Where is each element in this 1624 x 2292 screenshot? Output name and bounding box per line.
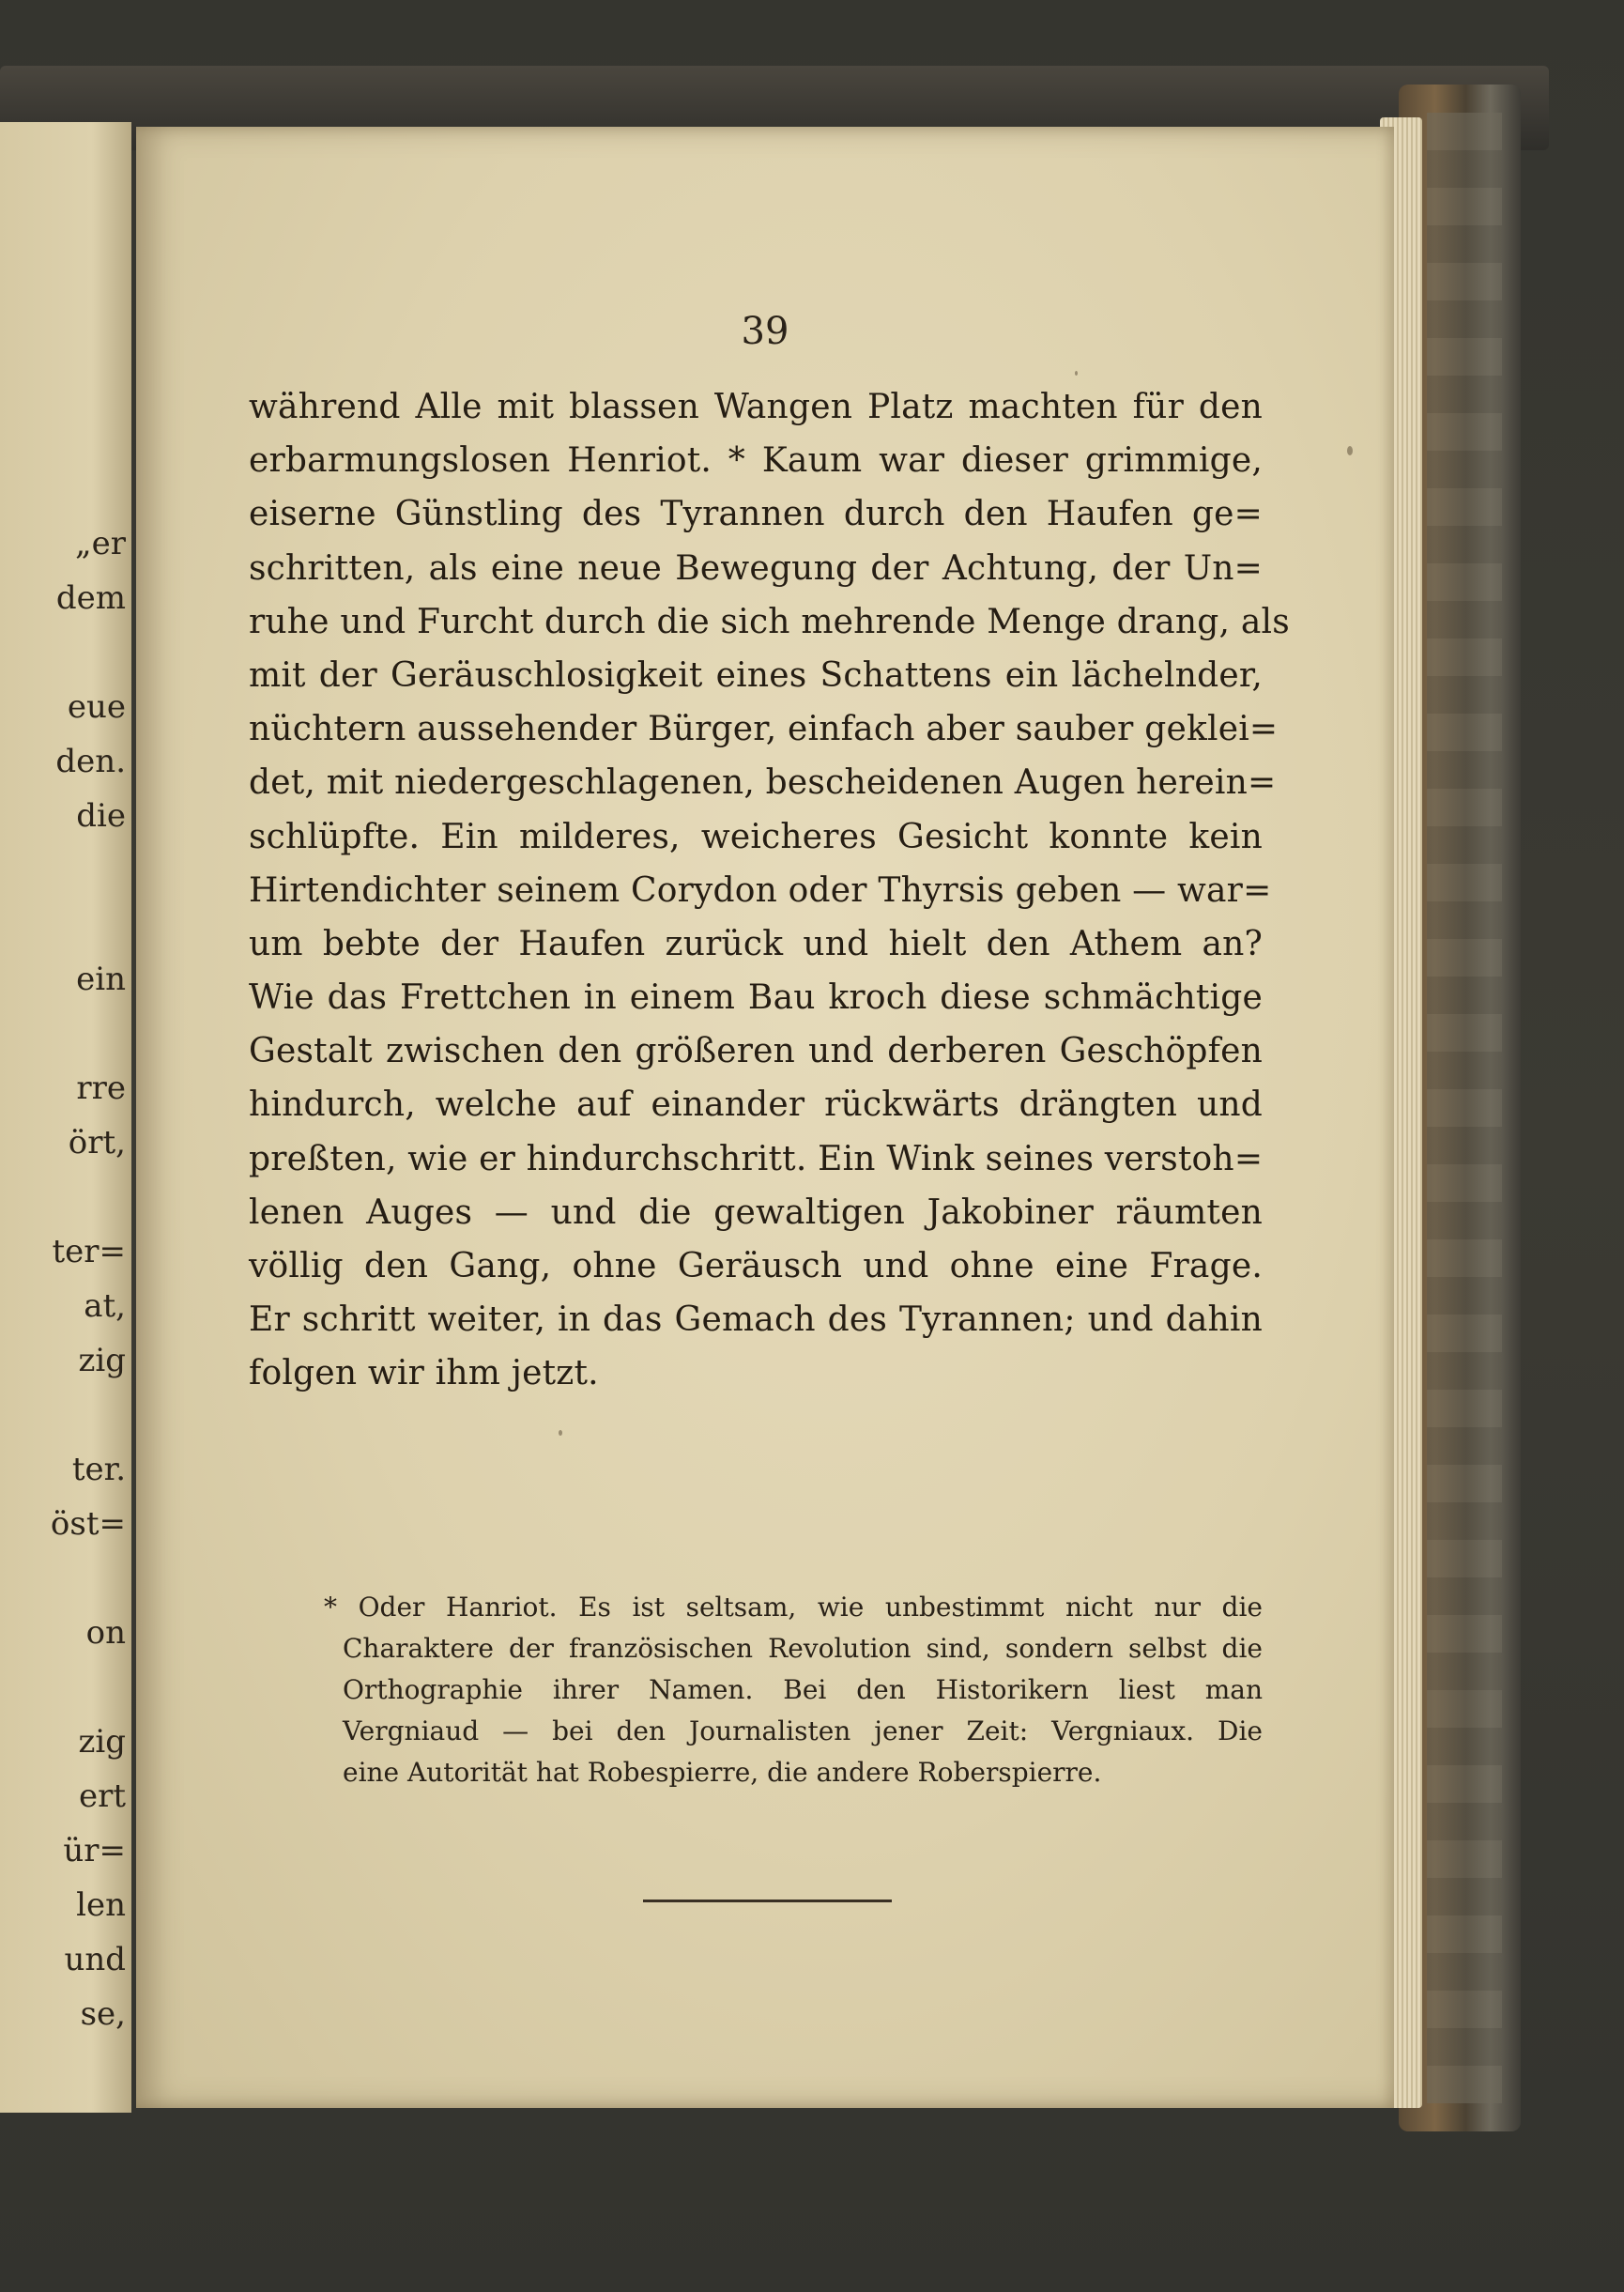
footnote-line: Charaktere der französischen Revolution sind, sondern selbst die	[343, 1633, 1263, 1664]
left-page-fragment: ter=	[52, 1233, 126, 1270]
left-page-fragment: ört,	[68, 1124, 126, 1161]
paper-fleck	[1075, 371, 1078, 376]
right-page	[136, 127, 1394, 2108]
text-line: lenen Auges — und die gewaltigen Jakobiner räumten	[249, 1192, 1263, 1232]
footnote-line: Vergniaud — bei den Journalisten jener Zeit: Vergniaux. Die	[343, 1715, 1263, 1746]
left-page-fragment: zig	[78, 1723, 126, 1761]
text-line: ruhe und Furcht durch die sich mehrende Menge drang, als	[249, 602, 1290, 641]
spine-leather	[1427, 113, 1502, 2103]
text-line: völlig den Gang, ohne Geräusch und ohne eine Frage.	[249, 1247, 1263, 1285]
footnote-line: Orthographie ihrer Namen. Bei den Historikern liest man	[343, 1674, 1263, 1705]
text-line: nüchtern aussehender Bürger, einfach aber sauber geklei=	[249, 710, 1279, 749]
left-page-fragment: die	[76, 797, 126, 835]
text-line: schritten, als eine neue Bewegung der Achtung, der Un=	[249, 548, 1263, 588]
left-page-fragment	[4, 1660, 126, 1715]
left-page	[0, 122, 131, 2113]
left-page-fragment: zig	[78, 1342, 126, 1379]
text-line: Gestalt zwischen den größeren und derberen Geschöpfen	[249, 1032, 1263, 1071]
left-page-fragment: „er	[75, 525, 126, 562]
text-line: eiserne Günstling des Tyrannen durch den Haufen ge=	[249, 495, 1263, 534]
left-page-fragment: ert	[78, 1777, 126, 1815]
paper-fleck	[559, 1430, 562, 1436]
left-page-fragment	[4, 1007, 126, 1061]
left-page-fragment: eue	[67, 688, 126, 726]
footnote	[324, 1587, 1263, 1793]
text-line: folgen wir ihm jetzt.	[249, 1354, 599, 1393]
left-page-fragment: at,	[84, 1287, 126, 1325]
left-page-fragment: dem	[55, 579, 126, 617]
text-line: während Alle mit blassen Wangen Platz machten für den	[249, 388, 1263, 426]
left-page-fragment: und	[64, 1941, 126, 1978]
left-page-fragment	[4, 1170, 126, 1224]
footnote-line: eine Autorität hat Robespierre, die andere Roberspierre.	[343, 1757, 1102, 1788]
left-page-fragment	[4, 898, 126, 952]
left-page-fragment	[4, 625, 126, 680]
page-number: 39	[741, 310, 789, 353]
text-line: mit der Geräuschlosigkeit eines Schattens ein lächelnder,	[249, 655, 1263, 695]
text-line: Er schritt weiter, in das Gemach des Tyrannen; und dahin	[249, 1300, 1263, 1340]
left-page-fragment: len	[76, 1886, 126, 1924]
left-page-fragment	[4, 1551, 126, 1606]
left-page-fragment: ür=	[63, 1832, 126, 1869]
left-page-fragment: den.	[55, 743, 126, 780]
body-text	[249, 380, 1290, 1401]
text-line: erbarmungslosen Henriot. * Kaum war dieser grimmige,	[249, 441, 1263, 481]
text-line: hindurch, welche auf einander rückwärts drängten und	[249, 1085, 1263, 1125]
footnote-line: * Oder Hanriot. Es ist seltsam, wie unbestimmt nicht nur die	[324, 1592, 1263, 1623]
text-line: schlüpfte. Ein milderes, weicheres Gesicht konnte kein	[249, 817, 1263, 856]
text-line: um bebte der Haufen zurück und hielt den Athem an?	[249, 924, 1263, 963]
left-page-fragment	[4, 1388, 126, 1442]
left-page-fragment: on	[85, 1614, 126, 1652]
text-line: Wie das Frettchen in einem Bau kroch diese schmächtige	[249, 978, 1263, 1018]
text-line: preßten, wie er hindurchschritt. Ein Wink seines verstoh=	[249, 1139, 1264, 1178]
left-page-text-fragments	[4, 516, 126, 2113]
left-page-fragment	[4, 843, 126, 898]
left-page-fragment: rre	[76, 1069, 126, 1107]
text-line: det, mit niedergeschlagenen, bescheidenen Augen herein=	[249, 763, 1277, 803]
left-page-fragment: öst=	[50, 1505, 126, 1543]
text-line: Hirtendichter seinem Corydon oder Thyrsis geben — war=	[249, 870, 1272, 910]
left-page-fragment: se,	[80, 1995, 126, 2033]
left-page-fragment: ein	[76, 961, 126, 998]
left-page-fragment: ter.	[71, 1451, 126, 1488]
end-rule	[643, 1900, 892, 1902]
paper-fleck	[1347, 446, 1353, 455]
